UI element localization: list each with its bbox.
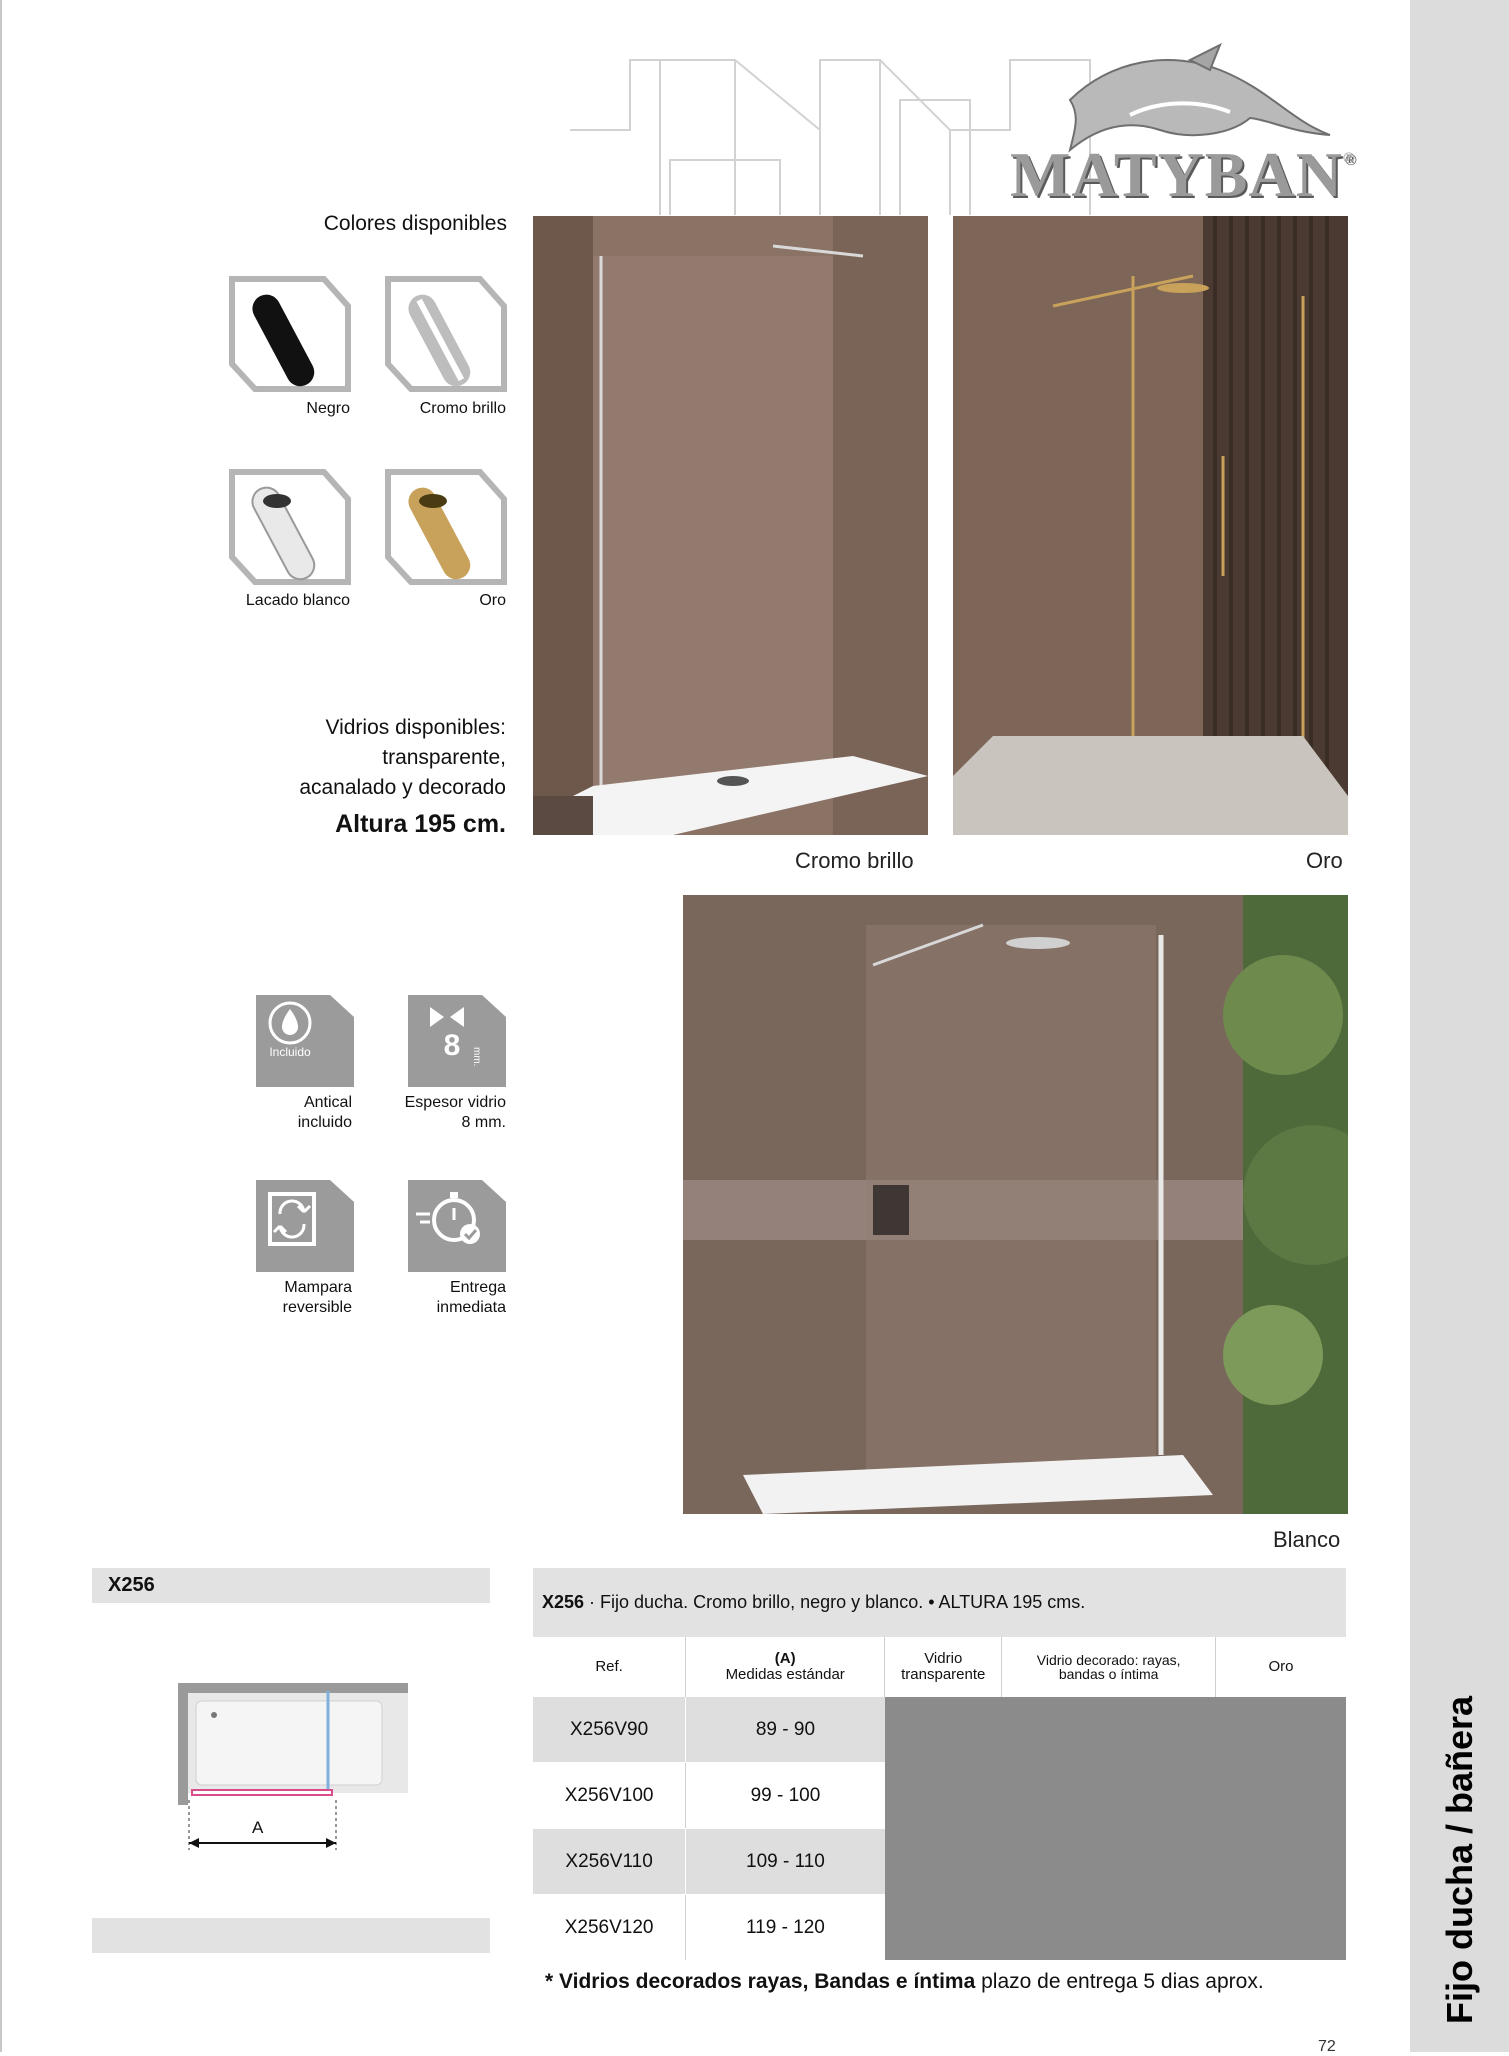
svg-text:mm.: mm.	[471, 1047, 482, 1067]
table-header-row	[533, 1637, 1346, 1697]
dimension-label: A	[252, 1818, 264, 1837]
feature-line: inmediata	[436, 1299, 506, 1316]
table-title-code: X256	[542, 1592, 585, 1612]
photo-caption: Cromo brillo	[795, 848, 914, 873]
svg-text:8: 8	[443, 1029, 461, 1062]
feature-line: Espesor vidrio	[404, 1094, 506, 1111]
photo-caption: Oro	[1306, 848, 1343, 873]
feature-line: incluido	[297, 1114, 352, 1131]
spec-table	[533, 1637, 1346, 1961]
reversible-icon	[256, 1180, 354, 1272]
col-deco-line: Vidrio decorado: rayas,	[1036, 1652, 1181, 1668]
cell-ref: X256V90	[533, 1697, 686, 1763]
col-ref: Ref.	[533, 1637, 686, 1697]
col-deco-line: bandas o íntima	[1058, 1666, 1159, 1682]
swatch-label: Cromo brillo	[419, 400, 506, 417]
swatch-label: Negro	[306, 400, 350, 417]
model-header	[92, 1568, 490, 1603]
feature-label-reversible	[250, 1278, 352, 1318]
footnote-bold: * Vidrios decorados rayas, Bandas e íntima	[545, 1970, 976, 1993]
svg-text:Incluido: Incluido	[269, 1045, 311, 1059]
colors-heading: Colores disponibles	[323, 212, 507, 235]
model-footer-bar	[92, 1918, 490, 1953]
col-clear-glass	[885, 1637, 1002, 1697]
feature-line: Entrega	[449, 1279, 506, 1296]
drop-icon	[256, 995, 354, 1087]
section-title-text: Fijo ducha / bañera	[1438, 1695, 1480, 2025]
col-gold: Oro	[1215, 1637, 1346, 1697]
glass-thickness-icon	[408, 995, 506, 1087]
cell-size: 119 - 120	[686, 1895, 885, 1961]
feature-line: 8 mm.	[461, 1114, 506, 1131]
stopwatch-icon	[408, 1180, 506, 1272]
photo-caption: Blanco	[1273, 1527, 1341, 1552]
swatch-label: Lacado blanco	[245, 592, 350, 609]
swatch-cromo-brillo	[385, 276, 507, 392]
price-area-gray	[885, 1697, 1346, 1961]
footnote	[545, 1970, 1264, 1994]
swatch-lacado-blanco	[229, 469, 351, 585]
photo-cromo-brillo	[533, 216, 928, 835]
feature-label-antical	[250, 1093, 352, 1133]
cell-size: 99 - 100	[686, 1763, 885, 1829]
table-title	[533, 1568, 1346, 1637]
cell-ref: X256V100	[533, 1763, 686, 1829]
cell-ref: X256V110	[533, 1829, 686, 1895]
height-spec: Altura 195 cm.	[335, 810, 506, 838]
feature-line: reversible	[282, 1299, 352, 1316]
feature-line: Mampara	[284, 1279, 352, 1296]
col-measure	[686, 1637, 885, 1697]
glass-line: Vidrios disponibles:	[325, 716, 506, 739]
dimension-diagram	[170, 1675, 420, 1855]
table-title-text: · Fijo ducha. Cromo brillo, negro y blanco. • ALTURA 195 cms.	[584, 1592, 1086, 1612]
glass-line: acanalado y decorado	[299, 776, 506, 799]
cell-size: 89 - 90	[686, 1697, 885, 1763]
glass-line: transparente,	[382, 746, 506, 769]
swatch-label: Oro	[479, 592, 506, 609]
col-measure-label: (A)	[774, 1650, 796, 1667]
col-deco-glass	[1002, 1637, 1216, 1697]
photo-oro	[953, 216, 1348, 835]
feature-line: Antical	[303, 1094, 352, 1111]
feature-label-thickness	[370, 1093, 506, 1133]
section-title	[1410, 0, 1509, 2052]
page-number: 72	[1318, 2038, 1336, 2055]
model-code: X256	[108, 1574, 155, 1596]
swatch-negro	[229, 276, 351, 392]
feature-label-delivery	[390, 1278, 506, 1318]
col-measure-sub: Medidas estándar	[725, 1666, 845, 1683]
col-clear-line: Vidrio	[924, 1650, 963, 1667]
brand-wordmark: MATYBAN®	[1010, 139, 1356, 210]
table-row	[533, 1697, 1346, 1763]
glass-info	[230, 713, 506, 803]
section-sidebar	[1410, 0, 1509, 2052]
page-left-rule	[0, 0, 2, 2052]
col-clear-line: transparente	[901, 1666, 986, 1683]
cell-size: 109 - 110	[686, 1829, 885, 1895]
swatch-oro	[385, 469, 507, 585]
cell-ref: X256V120	[533, 1895, 686, 1961]
photo-blanco	[683, 895, 1348, 1514]
footnote-rest: plazo de entrega 5 dias aprox.	[975, 1970, 1264, 1993]
